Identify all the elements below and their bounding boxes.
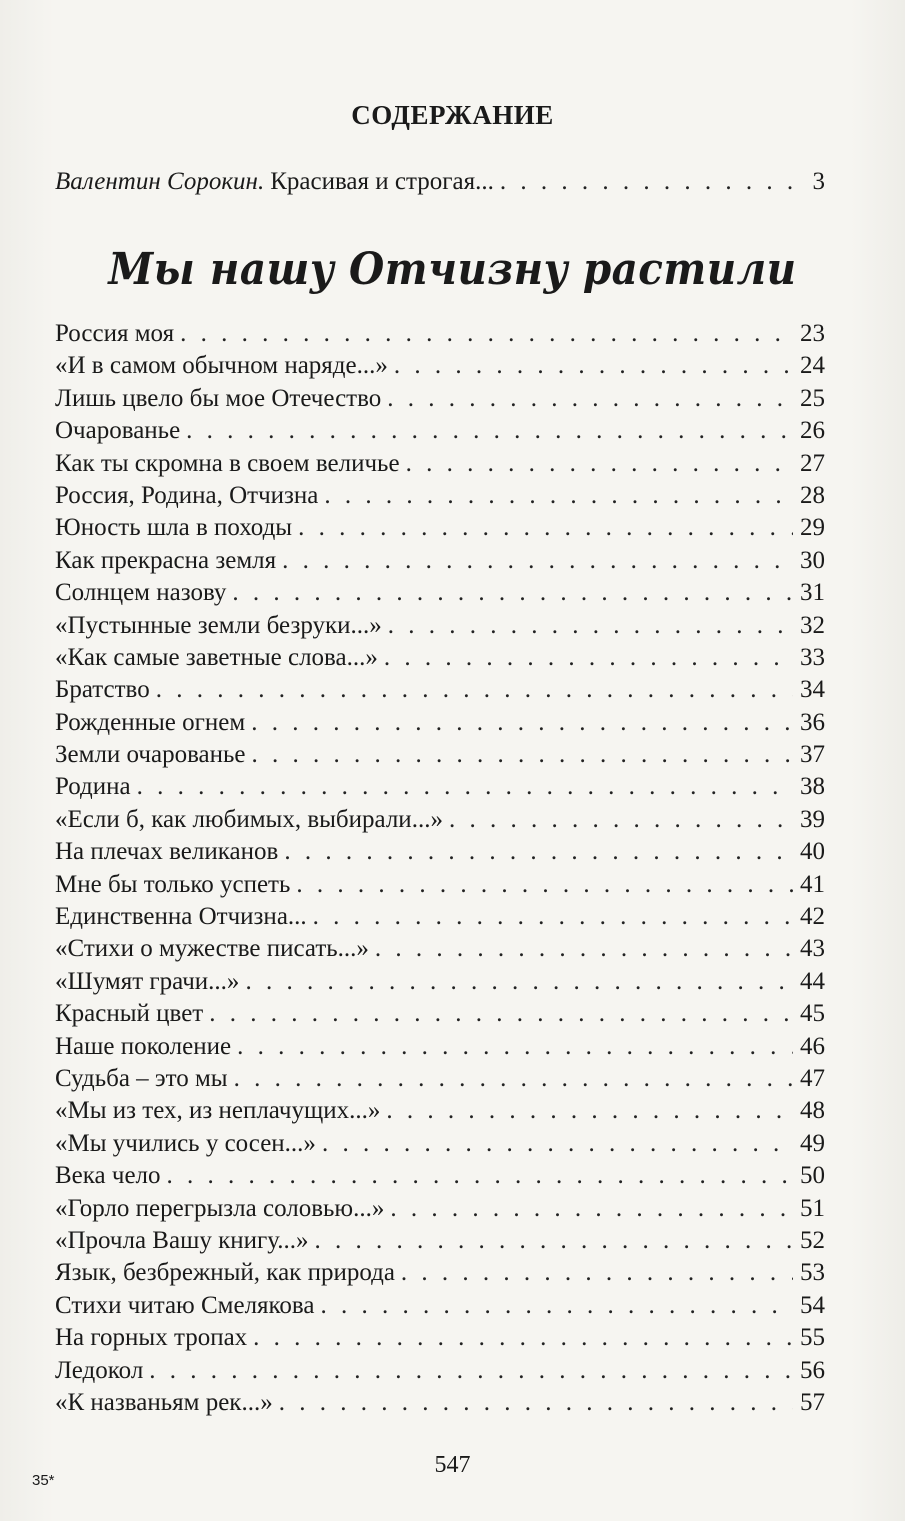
toc-entry[interactable] [55, 1355, 825, 1387]
toc-entry-title: Юность шла в походы [55, 514, 293, 542]
toc-entry-page: 29 [800, 514, 825, 542]
toc-entry[interactable] [55, 771, 825, 803]
toc-entry-title: Судьба – это мы [55, 1064, 228, 1092]
toc-entry-title: Россия, Родина, Отчизна [55, 481, 319, 509]
intro-entry[interactable] [55, 168, 825, 200]
toc-entry-page: 23 [800, 320, 825, 347]
dot-leader [384, 642, 793, 674]
toc-entry-page: 51 [800, 1194, 825, 1222]
dot-leader [279, 1387, 793, 1419]
toc-entry[interactable] [55, 610, 825, 642]
toc-entry-page: 56 [800, 1356, 825, 1384]
toc-entry[interactable] [55, 448, 825, 480]
dot-leader [296, 869, 793, 901]
toc-entry[interactable] [55, 1031, 825, 1063]
toc-entry[interactable] [55, 1257, 825, 1289]
toc-entry-title: «Стихи о мужестве писать...» [55, 935, 369, 963]
toc-entry-title: Родина [55, 773, 131, 801]
toc-entry-title: Красный цвет [55, 1000, 204, 1028]
toc-entry-page: 33 [800, 643, 825, 671]
toc-entry-page: 24 [800, 352, 825, 380]
dot-leader [449, 804, 793, 836]
toc-entry-page: 52 [800, 1226, 825, 1254]
dot-leader [252, 739, 793, 771]
toc-entry-title: На горных тропах [55, 1324, 248, 1352]
dot-leader [232, 577, 793, 609]
section-title: Мы нашу Отчизну растили [108, 244, 797, 295]
toc-entry-title: «Шумят грачи...» [55, 967, 240, 995]
toc-entry[interactable] [55, 415, 825, 447]
toc-entry-title: На плечах великанов [55, 838, 279, 866]
toc-entry-page: 45 [800, 1000, 825, 1028]
toc-entry[interactable] [55, 1063, 825, 1095]
toc-entry-page: 39 [800, 805, 825, 833]
toc-entry-page: 27 [800, 449, 825, 477]
toc-entry-page: 49 [800, 1129, 825, 1157]
intro-author: Валентин Сорокин. [55, 168, 265, 195]
toc-entry-page: 26 [800, 417, 825, 445]
dot-leader [394, 350, 793, 382]
dot-leader [253, 1322, 793, 1354]
toc-entry-title: «К названьям рек...» [55, 1388, 273, 1416]
toc-entry[interactable] [55, 577, 825, 609]
toc-entry-title: Стихи читаю Смелякова [55, 1291, 315, 1319]
signature-mark: 35* [32, 1472, 55, 1489]
toc-entry[interactable] [55, 1387, 825, 1419]
toc-entry[interactable] [55, 350, 825, 382]
toc-entry[interactable] [55, 1095, 825, 1127]
toc-entry-title: «Мы из тех, из неплачущих...» [55, 1097, 381, 1125]
dot-leader [234, 1063, 793, 1095]
toc-entry[interactable] [55, 966, 825, 998]
toc-entry-title: Россия моя [55, 320, 175, 347]
dot-leader [282, 545, 793, 577]
toc-entry-page: 55 [800, 1324, 825, 1352]
dot-leader [180, 318, 793, 350]
toc-entry-page: 57 [800, 1388, 825, 1416]
toc-entry-title: «Горло перегрызла соловью...» [55, 1194, 385, 1222]
toc-entry-page: 37 [800, 741, 825, 769]
toc-entry-page: 44 [800, 967, 825, 995]
dot-leader [321, 1290, 794, 1322]
toc-entry-page: 31 [800, 579, 825, 607]
toc-entry[interactable] [55, 933, 825, 965]
toc-entry[interactable] [55, 512, 825, 544]
toc-entry[interactable] [55, 1290, 825, 1322]
toc-entry-page: 28 [800, 481, 825, 509]
dot-leader [387, 383, 793, 415]
toc-entry-page: 48 [800, 1097, 825, 1125]
dot-leader [313, 901, 793, 933]
toc-entry-title: Как ты скромна в своем величье [55, 449, 400, 477]
toc-entry[interactable] [55, 642, 825, 674]
toc-entry-title: Единственна Отчизна... [55, 903, 307, 931]
toc-entry[interactable] [55, 480, 825, 512]
toc-list [55, 318, 825, 1419]
toc-entry-title: Рожденные огнем [55, 708, 246, 736]
toc-entry[interactable] [55, 998, 825, 1030]
toc-entry-title: Земли очарованье [55, 741, 246, 769]
dot-leader [167, 1160, 793, 1192]
toc-entry-title: Язык, безбрежный, как природа [55, 1259, 395, 1287]
toc-entry-title: Солнцем назову [55, 579, 227, 607]
toc-entry-title: «Мы учились у сосен...» [55, 1129, 316, 1157]
toc-entry[interactable] [55, 545, 825, 577]
page-number: 547 [434, 1452, 471, 1478]
toc-entry-title: «Прочла Вашу книгу...» [55, 1226, 309, 1254]
toc-entry[interactable] [55, 869, 825, 901]
toc-entry-page: 47 [800, 1064, 825, 1092]
dot-leader [237, 1031, 793, 1063]
toc-entry-page: 54 [800, 1291, 825, 1319]
toc-entry-title: «И в самом обычном наряде...» [55, 352, 388, 380]
toc-entry-title: Ледокол [55, 1356, 144, 1384]
dot-leader [284, 836, 793, 868]
dot-leader [390, 1193, 793, 1225]
toc-entry-title: Как прекрасна земля [55, 546, 277, 574]
toc-entry[interactable] [55, 739, 825, 771]
contents-heading: СОДЕРЖАНИЕ [351, 100, 554, 130]
dot-leader [209, 998, 793, 1030]
toc-entry-title: «Пустынные земли безруки...» [55, 611, 382, 639]
toc-entry-page: 43 [800, 935, 825, 963]
dot-leader [186, 415, 793, 447]
dot-leader [406, 448, 793, 480]
dot-leader [137, 771, 793, 803]
toc-entry[interactable] [55, 804, 825, 836]
toc-entry-page: 50 [800, 1162, 825, 1190]
toc-entry[interactable] [55, 901, 825, 933]
dot-leader [375, 933, 793, 965]
toc-entry[interactable] [55, 1160, 825, 1192]
intro-page-number: 3 [812, 168, 825, 195]
dot-leader [324, 480, 793, 512]
dot-leader [149, 1355, 793, 1387]
dot-leader [251, 707, 793, 739]
dot-leader [401, 1257, 793, 1289]
dot-leader [322, 1128, 793, 1160]
toc-entry-page: 25 [800, 384, 825, 412]
toc-entry-title: Века чело [55, 1162, 161, 1190]
toc-entry-title: «Если б, как любимых, выбирали...» [55, 805, 443, 833]
toc-entry-page: 30 [800, 546, 825, 574]
toc-entry[interactable] [55, 836, 825, 868]
toc-entry[interactable] [55, 1193, 825, 1225]
toc-entry[interactable] [55, 674, 825, 706]
toc-entry[interactable] [55, 1128, 825, 1160]
toc-entry-page: 38 [800, 773, 825, 801]
dot-leader [500, 168, 793, 196]
toc-entry-page: 34 [800, 676, 825, 704]
toc-entry[interactable] [55, 318, 825, 350]
toc-entry-title: Братство [55, 676, 150, 704]
toc-entry-title: Мне бы только успеть [55, 870, 291, 898]
intro-title: Красивая и строгая... [270, 168, 494, 195]
toc-entry-title: Наше поколение [55, 1032, 232, 1060]
toc-entry-page: 36 [800, 708, 825, 736]
toc-entry[interactable] [55, 1322, 825, 1354]
toc-entry-page: 42 [800, 903, 825, 931]
toc-entry-page: 46 [800, 1032, 825, 1060]
toc-entry-page: 41 [800, 870, 825, 898]
toc-entry-title: Лишь цвело бы мое Отечество [55, 384, 382, 412]
toc-entry-page: 53 [800, 1259, 825, 1287]
toc-entry[interactable] [55, 383, 825, 415]
dot-leader [245, 966, 793, 998]
dot-leader [314, 1225, 793, 1257]
toc-entry[interactable] [55, 1225, 825, 1257]
toc-entry[interactable] [55, 707, 825, 739]
toc-entry-page: 40 [800, 838, 825, 866]
dot-leader [156, 674, 793, 706]
dot-leader [388, 610, 793, 642]
toc-entry-title: Очарованье [55, 417, 181, 445]
dot-leader [298, 512, 793, 544]
toc-entry-title: «Как самые заветные слова...» [55, 643, 378, 671]
dot-leader [386, 1095, 793, 1127]
toc-entry-page: 32 [800, 611, 825, 639]
